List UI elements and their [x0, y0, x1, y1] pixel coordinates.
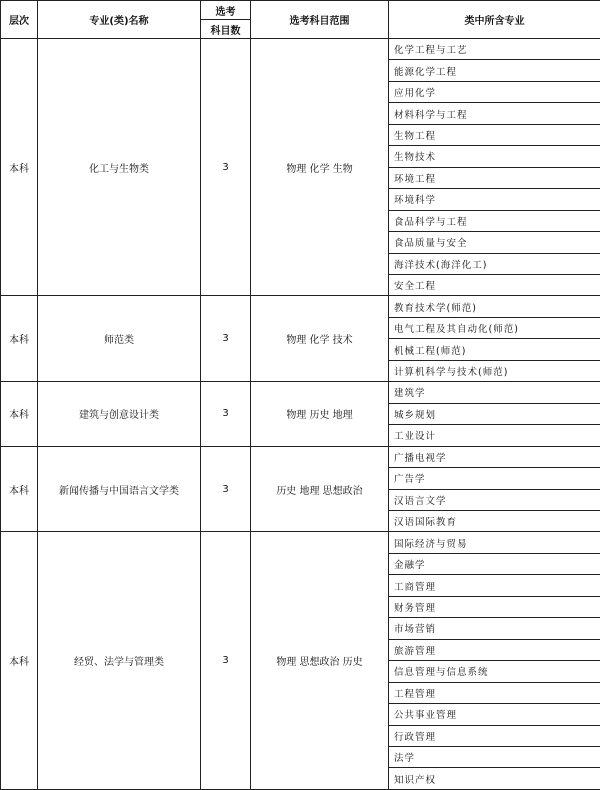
- level-cell: 本科: [1, 446, 38, 532]
- subject-range-cell: 物理 思想政治 历史: [251, 532, 389, 790]
- header-subject-count-bottom: 科目数: [201, 20, 251, 39]
- major-cell: 国际经济与贸易: [389, 532, 600, 553]
- major-cell: 计算机科学与技术(师范): [389, 360, 600, 381]
- major-cell: 工业设计: [389, 425, 600, 446]
- major-cell: 海洋技术(海洋化工): [389, 253, 600, 274]
- major-cell: 城乡规划: [389, 403, 600, 424]
- header-category-name: 专业(类)名称: [38, 1, 201, 39]
- major-cell: 食品科学与工程: [389, 210, 600, 231]
- category-name-cell: 化工与生物类: [38, 39, 201, 296]
- subject-range-cell: 物理 历史 地理: [251, 382, 389, 446]
- major-cell: 建筑学: [389, 382, 600, 403]
- subject-count-cell: 3: [201, 446, 251, 532]
- major-cell: 教育技术学(师范): [389, 296, 600, 317]
- major-cell: 能源化学工程: [389, 60, 600, 81]
- major-cell: 知识产权: [389, 768, 600, 790]
- major-cell: 旅游管理: [389, 639, 600, 660]
- subject-count-cell: 3: [201, 532, 251, 790]
- major-cell: 汉语国际教育: [389, 510, 600, 531]
- major-cell: 财务管理: [389, 596, 600, 617]
- major-cell: 化学工程与工艺: [389, 39, 600, 60]
- major-cell: 汉语言文学: [389, 489, 600, 510]
- major-cell: 环境科学: [389, 189, 600, 210]
- table-row: [1, 382, 600, 403]
- major-cell: 机械工程(师范): [389, 339, 600, 360]
- subject-range-cell: 物理 化学 生物: [251, 39, 389, 296]
- table-row: [1, 296, 600, 317]
- major-cell: 市场营销: [389, 618, 600, 639]
- subject-range-cell: 物理 化学 技术: [251, 296, 389, 382]
- level-cell: 本科: [1, 532, 38, 790]
- table-row: [1, 532, 600, 553]
- level-cell: 本科: [1, 39, 38, 296]
- category-name-cell: 师范类: [38, 296, 201, 382]
- category-name-cell: 新闻传播与中国语言文学类: [38, 446, 201, 532]
- header-row: [1, 1, 600, 20]
- level-cell: 本科: [1, 296, 38, 382]
- major-cell: 电气工程及其自动化(师范): [389, 317, 600, 338]
- subject-count-cell: 3: [201, 296, 251, 382]
- subject-count-cell: 3: [201, 39, 251, 296]
- major-cell: 法学: [389, 746, 600, 767]
- major-cell: 金融学: [389, 553, 600, 574]
- major-cell: 工程管理: [389, 682, 600, 703]
- table-row: [1, 446, 600, 467]
- major-cell: 工商管理: [389, 575, 600, 596]
- major-cell: 公共事业管理: [389, 704, 600, 725]
- header-included-majors: 类中所含专业: [389, 1, 600, 39]
- major-cell: 生物技术: [389, 146, 600, 167]
- header-level: 层次: [1, 1, 38, 39]
- table-row: [1, 39, 600, 60]
- major-cell: 广告学: [389, 468, 600, 489]
- subject-count-cell: 3: [201, 382, 251, 446]
- major-cell: 行政管理: [389, 725, 600, 746]
- major-cell: 安全工程: [389, 274, 600, 295]
- major-cell: 环境工程: [389, 167, 600, 188]
- major-cell: 食品质量与安全: [389, 232, 600, 253]
- major-cell: 应用化学: [389, 81, 600, 102]
- major-cell: 材料科学与工程: [389, 103, 600, 124]
- category-name-cell: 经贸、法学与管理类: [38, 532, 201, 790]
- subject-range-cell: 历史 地理 思想政治: [251, 446, 389, 532]
- category-name-cell: 建筑与创意设计类: [38, 382, 201, 446]
- major-cell: 生物工程: [389, 124, 600, 145]
- major-cell: 信息管理与信息系统: [389, 661, 600, 682]
- header-subject-count-top: 选考: [201, 1, 251, 20]
- level-cell: 本科: [1, 382, 38, 446]
- table-body: [1, 39, 600, 790]
- header-subject-range: 选考科目范围: [251, 1, 389, 39]
- major-cell: 广播电视学: [389, 446, 600, 467]
